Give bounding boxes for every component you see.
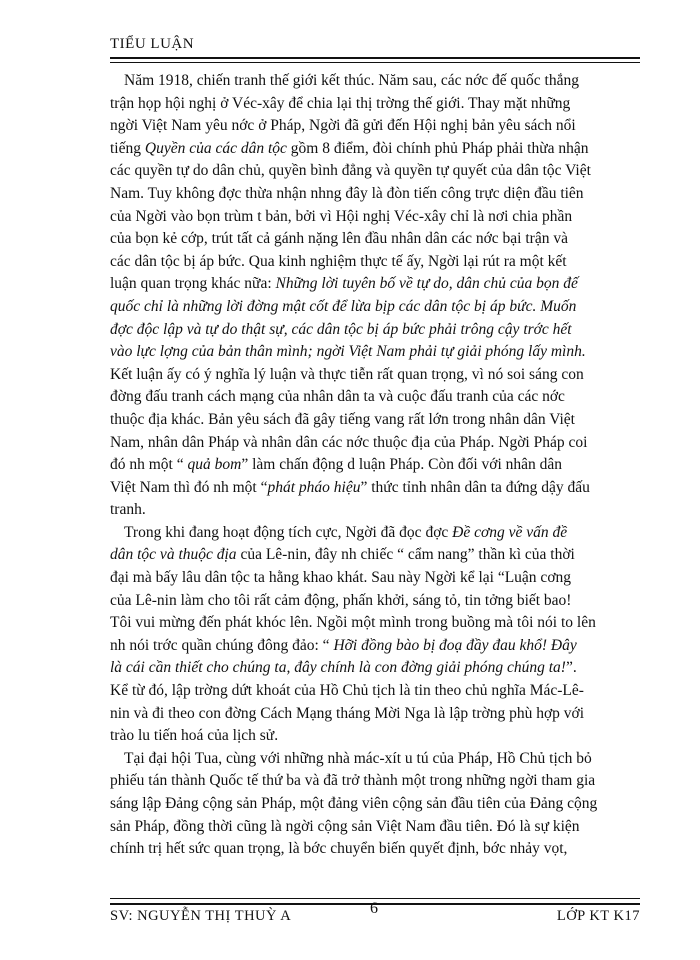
- italic-text-run: quốc chỉ là những lời đờng mật cốt để lừa bịp các dân tộc bị áp bức. Muốn: [110, 297, 577, 315]
- text-line: [110, 160, 640, 183]
- text-line: [110, 273, 640, 296]
- text-line: [110, 93, 640, 116]
- text-line: [110, 567, 640, 590]
- italic-text-run: dân tộc và thuộc địa: [110, 546, 237, 564]
- header-rule-thin: [110, 62, 640, 63]
- text-run: ” thức tỉnh nhân dân ta đứng dậy đấu: [360, 478, 590, 496]
- text-line: [110, 364, 640, 387]
- text-line: [110, 770, 640, 793]
- text-run: các quyền tự do dân chủ, quyền bình đẳng và quyền tự quyết của dân tộc Việt: [110, 162, 591, 180]
- italic-text-run: đợc độc lập và tự do thật sự, các dân tộc bị áp bức phải trông cậy trớc hết: [110, 320, 572, 338]
- italic-text-run: vào lực lợng của bản thân mình; ngời Việt Nam phải tự giải phóng lấy mình.: [110, 343, 586, 361]
- text-run: các dân tộc bị áp bức. Qua kinh nghiệm thực tế ấy, Ngời lại rút ra một kết: [110, 252, 567, 270]
- text-run: nh nói trớc quần chúng đông đảo: “: [110, 636, 334, 654]
- text-line: [110, 138, 640, 161]
- text-run: trào lu tiến hoá của lịch sử.: [110, 727, 279, 745]
- italic-text-run: Quyền của các dân tộc: [144, 139, 287, 157]
- text-run: Trong khi đang hoạt động tích cực, Ngời đã đọc đợc: [124, 523, 453, 541]
- text-line: [110, 409, 640, 432]
- italic-text-run: quả bom: [187, 456, 242, 474]
- text-run: sáng lập Đảng cộng sản Pháp, một đảng viên cộng sản đầu tiên của Đảng cộng: [110, 795, 598, 812]
- text-line: [110, 816, 640, 839]
- text-run: đó nh một “: [110, 456, 188, 474]
- text-run: tiếng: [110, 139, 145, 157]
- text-line: [110, 793, 640, 816]
- text-run: nin và đi theo con đờng Cách Mạng tháng Mời Nga là lập trờng phù hợp với: [110, 704, 585, 722]
- text-line: [110, 838, 640, 861]
- text-line: [110, 725, 640, 748]
- text-line: [110, 432, 640, 455]
- text-line: [110, 386, 640, 409]
- text-run: sản Pháp, đồng thời cũng là ngời cộng sản Việt Nam đầu tiên. Đó là sự kiện: [110, 817, 580, 835]
- text-line: [110, 612, 640, 635]
- text-line: [110, 590, 640, 613]
- text-line: [110, 454, 640, 477]
- italic-text-run: là cái cần thiết cho chúng ta, đây chính là con đờng giải phóng chúng ta!: [110, 659, 566, 677]
- text-run: ”.: [565, 659, 577, 677]
- text-run: đại mà bấy lâu dân tộc ta hằng khao khát. Sau này Ngời kể lại “Luận cơng: [110, 569, 572, 587]
- italic-text-run: Những lời tuyên bố về tự do, dân chủ của bọn đế: [275, 275, 578, 293]
- text-run: Việt Nam thì đó nh một “: [110, 478, 268, 496]
- footer-rule-thin: [110, 898, 640, 899]
- text-line: [110, 522, 640, 545]
- text-run: Tại đại hội Tua, cùng với những nhà mác-xít u tú của Pháp, Hồ Chủ tịch bỏ: [124, 749, 592, 767]
- text-run: tranh.: [110, 501, 146, 519]
- text-run: Tôi vui mừng đến phát khóc lên. Ngồi một mình trong buồng mà tôi nói to lên: [110, 614, 596, 632]
- text-run: trận họp hội nghị ở Véc-xây để chia lại thị trờng thế giới. Thay mặt những: [110, 94, 571, 112]
- text-run: đờng đấu tranh cách mạng của nhân dân ta và cuộc đấu tranh của các nớc: [110, 388, 565, 406]
- text-run: gồm 8 điểm, đòi chính phủ Pháp phải thừa nhận: [286, 139, 589, 157]
- italic-text-run: phát pháo hiệu: [267, 478, 361, 496]
- text-line: [110, 748, 640, 771]
- text-line: [110, 635, 640, 658]
- italic-text-run: Đề cơng về vấn đề: [452, 523, 568, 541]
- text-line: [110, 319, 640, 342]
- text-line: [110, 703, 640, 726]
- text-run: ngời Việt Nam yêu nớc ở Pháp, Ngời đã gửi đến Hội nghị bản yêu sách nổi: [110, 117, 576, 135]
- text-line: [110, 251, 640, 274]
- text-run: của Lê-nin, đây nh chiếc “ cẩm nang” thần kì của thời: [236, 546, 575, 564]
- text-run: của Lê-nin làm cho tôi rất cảm động, phấn khởi, sáng tỏ, tin tởng biết bao!: [110, 591, 572, 609]
- text-run: Kể từ đó, lập trờng dứt khoát của Hồ Chủ tịch là tin theo chủ nghĩa Mác-Lê-: [110, 682, 584, 700]
- header-rule-thick: [110, 57, 640, 59]
- footer: [110, 900, 640, 930]
- text-line: [110, 341, 640, 364]
- text-line: [110, 544, 640, 567]
- text-line: [110, 499, 640, 522]
- text-run: phiếu tán thành Quốc tế thứ ba và đã trở thành một trong những ngời tham gia: [110, 772, 596, 790]
- text-line: [110, 228, 640, 251]
- text-line: [110, 680, 640, 703]
- footer-student: SV: NGUYỄN THỊ THUỲ A: [110, 908, 292, 924]
- text-line: [110, 477, 640, 500]
- text-run: thuộc địa khác. Bản yêu sách đã gây tiếng vang rất lớn trong nhân dân Việt: [110, 410, 575, 428]
- page-number: 6: [370, 900, 378, 917]
- italic-text-run: Hỡi đồng bào bị đoạ đầy đau khổ! Đây: [333, 636, 577, 654]
- text-line: [110, 70, 640, 93]
- text-line: [110, 183, 640, 206]
- text-line: [110, 296, 640, 319]
- body-text: [110, 70, 640, 861]
- text-run: ” làm chấn động d luận Pháp. Còn đối với nhân dân: [241, 456, 563, 474]
- text-line: [110, 206, 640, 229]
- text-run: luận quan trọng khác nữa:: [110, 275, 276, 293]
- text-run: Nam. Tuy không đợc thừa nhận nhng đây là đòn tiến công trực diện đầu tiên: [110, 184, 584, 202]
- text-run: chính trị hết sức quan trọng, là bớc chuyển biến quyết định, bớc nhảy vọt,: [110, 840, 568, 858]
- text-run: Kết luận ấy có ý nghĩa lý luận và thực tiễn rất quan trọng, vì nó soi sáng con: [110, 365, 584, 383]
- text-run: của bọn kẻ cớp, trút tất cả gánh nặng lên đầu nhân dân các nớc bại trận và: [110, 230, 568, 248]
- footer-class: LỚP KT K17: [556, 908, 640, 924]
- text-run: Năm 1918, chiến tranh thế giới kết thúc. Năm sau, các nớc đế quốc thắng: [124, 72, 579, 89]
- header-title: TIỂU LUẬN: [110, 36, 195, 52]
- text-run: của Ngời vào bọn trùm t bản, bởi vì Hội nghị Véc-xây chỉ là nơi chia phần: [110, 207, 573, 225]
- text-line: [110, 115, 640, 138]
- text-line: [110, 657, 640, 680]
- text-run: Nam, nhân dân Pháp và nhân dân các nớc thuộc địa của Pháp. Ngời Pháp coi: [110, 433, 588, 451]
